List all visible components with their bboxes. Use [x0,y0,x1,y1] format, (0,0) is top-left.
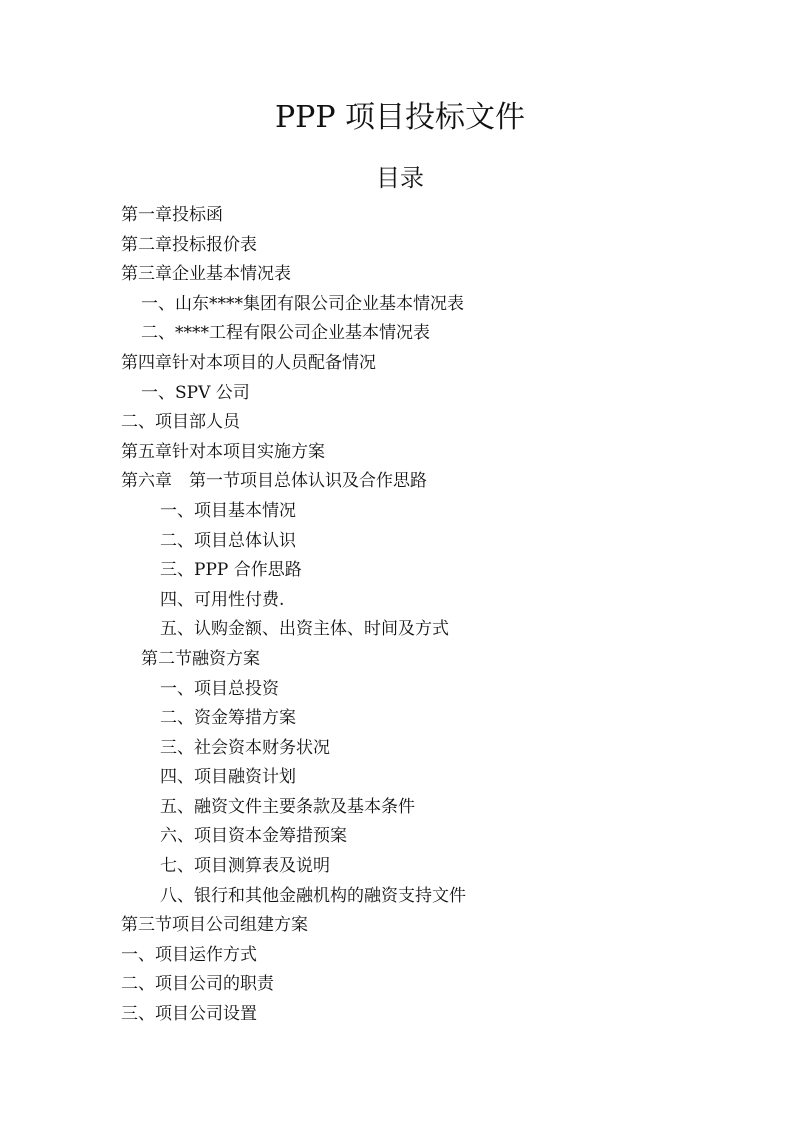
toc-entry: 二、项目公司的职责 [121,974,274,995]
toc-entry: 五、融资文件主要条款及基本条件 [160,796,415,817]
toc-entry: 二、项目部人员 [121,412,240,433]
toc-entry: 二、资金筹措方案 [160,708,296,729]
toc-entry: 八、银行和其他金融机构的融资支持文件 [160,885,466,906]
toc-entry: 四、项目融资计划 [160,767,296,788]
table-of-contents [0,201,800,1030]
toc-entry: 一、山东****集团有限公司企业基本情况表 [141,293,464,314]
toc-entry: 五、认购金额、出资主体、时间及方式 [160,619,449,640]
toc-entry: 六、项目资本金筹措预案 [160,826,347,847]
toc-entry: 第三章企业基本情况表 [121,264,291,285]
toc-entry: 第三节项目公司组建方案 [121,915,308,936]
toc-entry: 一、项目基本情况 [160,500,296,521]
toc-entry: 第一章投标函 [121,205,223,225]
toc-entry: 二、项目总体认识 [160,530,296,551]
toc-entry: 第五章针对本项目实施方案 [121,441,325,462]
document-title: PPP 项目投标文件 [274,100,526,135]
toc-entry: 四、可用性付费. [160,589,285,610]
toc-entry: 第二节融资方案 [141,648,260,669]
toc-entry: 一、SPV 公司 [141,382,250,403]
toc-entry: 七、项目测算表及说明 [160,856,330,877]
toc-entry: 三、PPP 合作思路 [160,560,302,581]
toc-heading: 目录 [376,164,424,192]
toc-entry: 第二章投标报价表 [121,234,257,255]
toc-entry: 二、****工程有限公司企业基本情况表 [141,323,430,344]
toc-entry: 一、项目运作方式 [121,944,257,965]
toc-entry: 三、项目公司设置 [121,1004,257,1025]
toc-entry: 第四章针对本项目的人员配备情况 [121,352,376,373]
toc-entry: 三、社会资本财务状况 [160,737,330,758]
toc-entry: 一、项目总投资 [160,678,279,699]
toc-entry: 第六章 第一节项目总体认识及合作思路 [121,471,427,492]
